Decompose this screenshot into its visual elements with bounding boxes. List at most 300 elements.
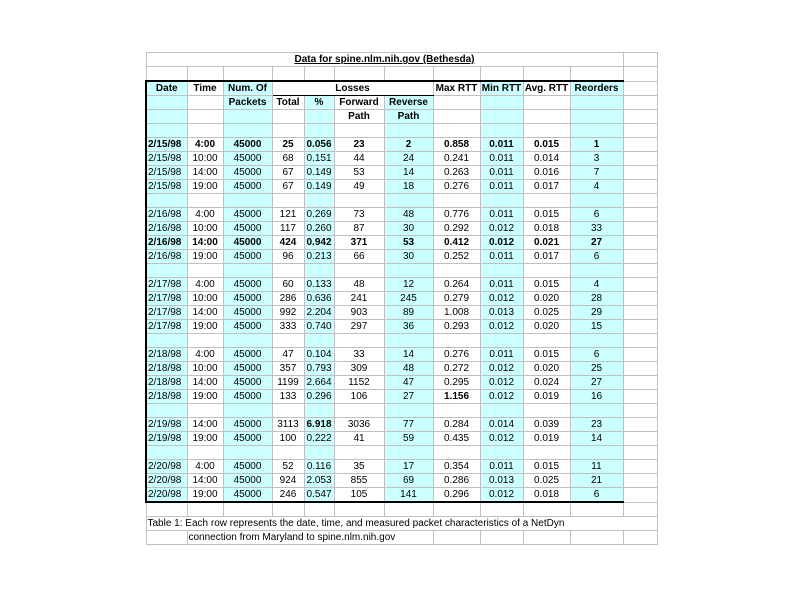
cell-reorders: 4 — [570, 180, 623, 194]
cell-avg: 0.017 — [523, 180, 570, 194]
cell-min: 0.014 — [480, 418, 523, 432]
cell-total: 60 — [272, 278, 304, 292]
cell-packets: 45000 — [223, 166, 272, 180]
table-row — [146, 138, 657, 152]
cell-min: 0.013 — [480, 306, 523, 320]
cell-min: 0.012 — [480, 362, 523, 376]
cell-pct: 0.056 — [304, 138, 334, 152]
cell-reverse: 47 — [384, 376, 433, 390]
table-row — [146, 418, 657, 432]
spacer-row — [146, 446, 657, 460]
cell-total: 3113 — [272, 418, 304, 432]
table-row — [146, 320, 657, 334]
header-row-3 — [146, 110, 657, 124]
header-time: Time — [187, 81, 223, 96]
cell-forward: 106 — [334, 390, 384, 404]
cell-forward: 53 — [334, 166, 384, 180]
header-row-1 — [146, 81, 657, 96]
caption-row — [146, 531, 657, 545]
cell-forward: 73 — [334, 208, 384, 222]
cell-forward: 33 — [334, 348, 384, 362]
cell-packets: 45000 — [223, 138, 272, 152]
cell-pct: 0.740 — [304, 320, 334, 334]
cell-max: 1.156 — [433, 390, 480, 404]
cell-reorders: 1 — [570, 138, 623, 152]
cell-packets: 45000 — [223, 208, 272, 222]
cell-pct: 0.213 — [304, 250, 334, 264]
cell-forward: 41 — [334, 432, 384, 446]
cell-min: 0.012 — [480, 222, 523, 236]
cell-reverse: 59 — [384, 432, 433, 446]
cell-reorders: 11 — [570, 460, 623, 474]
cell-date: 2/16/98 — [146, 208, 187, 222]
table-row — [146, 348, 657, 362]
cell-avg: 0.018 — [523, 488, 570, 503]
cell-reorders: 15 — [570, 320, 623, 334]
cell-reverse: 48 — [384, 362, 433, 376]
cell-forward: 66 — [334, 250, 384, 264]
cell-reverse: 53 — [384, 236, 433, 250]
cell-time: 19:00 — [187, 320, 223, 334]
cell — [623, 320, 657, 334]
cell-avg: 0.015 — [523, 348, 570, 362]
cell-min: 0.012 — [480, 376, 523, 390]
cell-time: 19:00 — [187, 180, 223, 194]
cell-packets: 45000 — [223, 432, 272, 446]
cell-packets: 45000 — [223, 222, 272, 236]
cell-max: 0.286 — [433, 474, 480, 488]
cell-total: 47 — [272, 348, 304, 362]
cell-reverse: 14 — [384, 348, 433, 362]
cell-date: 2/20/98 — [146, 488, 187, 503]
cell-time: 19:00 — [187, 390, 223, 404]
cell-pct: 0.942 — [304, 236, 334, 250]
cell-reverse: 14 — [384, 166, 433, 180]
table-row — [146, 166, 657, 180]
cell-max: 0.241 — [433, 152, 480, 166]
cell-reorders: 6 — [570, 208, 623, 222]
cell-avg: 0.015 — [523, 460, 570, 474]
cell-reverse: 12 — [384, 278, 433, 292]
cell-pct: 2.053 — [304, 474, 334, 488]
cell-avg: 0.017 — [523, 250, 570, 264]
cell-packets: 45000 — [223, 180, 272, 194]
header-reverse: Reverse — [384, 96, 433, 110]
cell-min: 0.011 — [480, 460, 523, 474]
cell-packets: 45000 — [223, 292, 272, 306]
spacer-row — [146, 404, 657, 418]
table-row — [146, 180, 657, 194]
cell-pct: 0.636 — [304, 292, 334, 306]
cell-total: 133 — [272, 390, 304, 404]
cell — [623, 138, 657, 152]
cell-date: 2/15/98 — [146, 138, 187, 152]
table-row — [146, 432, 657, 446]
cell-time: 14:00 — [187, 418, 223, 432]
cell-reverse: 89 — [384, 306, 433, 320]
cell-min: 0.012 — [480, 488, 523, 503]
cell-total: 121 — [272, 208, 304, 222]
cell-min: 0.011 — [480, 152, 523, 166]
cell-min: 0.012 — [480, 432, 523, 446]
cell-forward: 23 — [334, 138, 384, 152]
cell-date: 2/18/98 — [146, 362, 187, 376]
cell — [623, 250, 657, 264]
cell — [623, 53, 657, 67]
cell — [623, 348, 657, 362]
cell-pct: 0.104 — [304, 348, 334, 362]
cell-date: 2/18/98 — [146, 376, 187, 390]
cell-total: 333 — [272, 320, 304, 334]
spacer-row — [146, 124, 657, 138]
cell — [623, 390, 657, 404]
cell-packets: 45000 — [223, 474, 272, 488]
cell-total: 286 — [272, 292, 304, 306]
header-losses: Losses — [272, 81, 433, 96]
header-forward-path: Path — [334, 110, 384, 124]
cell-time: 10:00 — [187, 362, 223, 376]
header-date: Date — [146, 81, 187, 96]
cell-avg: 0.039 — [523, 418, 570, 432]
cell-min: 0.013 — [480, 474, 523, 488]
header-reorders: Reorders — [570, 81, 623, 96]
table-row — [146, 250, 657, 264]
header-max-rtt: Max RTT — [433, 81, 480, 96]
cell-avg: 0.021 — [523, 236, 570, 250]
cell-date: 2/17/98 — [146, 278, 187, 292]
table-row — [146, 306, 657, 320]
cell-packets: 45000 — [223, 278, 272, 292]
cell-packets: 45000 — [223, 376, 272, 390]
cell-date: 2/15/98 — [146, 152, 187, 166]
cell-reorders: 25 — [570, 362, 623, 376]
cell-reverse: 17 — [384, 460, 433, 474]
cell-date: 2/19/98 — [146, 418, 187, 432]
cell-time: 14:00 — [187, 166, 223, 180]
cell-forward: 297 — [334, 320, 384, 334]
cell-min: 0.011 — [480, 348, 523, 362]
cell-min: 0.012 — [480, 236, 523, 250]
table-row — [146, 222, 657, 236]
cell-reverse: 2 — [384, 138, 433, 152]
cell-min: 0.012 — [480, 320, 523, 334]
cell-date: 2/20/98 — [146, 460, 187, 474]
data-table — [145, 52, 658, 545]
cell-reorders: 21 — [570, 474, 623, 488]
cell-reverse: 141 — [384, 488, 433, 503]
cell-max: 0.412 — [433, 236, 480, 250]
cell-max: 0.296 — [433, 488, 480, 503]
cell-forward: 3036 — [334, 418, 384, 432]
cell-total: 1199 — [272, 376, 304, 390]
cell-time: 14:00 — [187, 474, 223, 488]
cell-date: 2/17/98 — [146, 320, 187, 334]
cell-reorders: 14 — [570, 432, 623, 446]
cell-max: 0.776 — [433, 208, 480, 222]
cell-packets: 45000 — [223, 152, 272, 166]
cell-packets: 45000 — [223, 488, 272, 503]
cell — [623, 306, 657, 320]
spreadsheet — [145, 52, 658, 545]
cell-min: 0.011 — [480, 166, 523, 180]
cell-forward: 855 — [334, 474, 384, 488]
cell-min: 0.011 — [480, 138, 523, 152]
cell-forward: 105 — [334, 488, 384, 503]
cell-pct: 0.260 — [304, 222, 334, 236]
cell-time: 14:00 — [187, 236, 223, 250]
cell-forward: 309 — [334, 362, 384, 376]
cell-packets: 45000 — [223, 236, 272, 250]
cell-packets: 45000 — [223, 390, 272, 404]
cell-total: 246 — [272, 488, 304, 503]
cell-total: 68 — [272, 152, 304, 166]
cell-time: 4:00 — [187, 348, 223, 362]
cell-time: 10:00 — [187, 222, 223, 236]
cell-date: 2/16/98 — [146, 250, 187, 264]
cell-reverse: 30 — [384, 222, 433, 236]
cell-reorders: 7 — [570, 166, 623, 180]
cell-date: 2/16/98 — [146, 222, 187, 236]
cell-time: 4:00 — [187, 460, 223, 474]
cell-max: 0.284 — [433, 418, 480, 432]
cell-pct: 0.547 — [304, 488, 334, 503]
table-row — [146, 362, 657, 376]
cell-min: 0.011 — [480, 180, 523, 194]
cell-total: 52 — [272, 460, 304, 474]
cell — [623, 236, 657, 250]
cell-total: 424 — [272, 236, 304, 250]
cell-max: 0.293 — [433, 320, 480, 334]
cell-reorders: 29 — [570, 306, 623, 320]
cell-min: 0.011 — [480, 278, 523, 292]
table-row — [146, 292, 657, 306]
table-row — [146, 278, 657, 292]
cell-forward: 44 — [334, 152, 384, 166]
header-row-2 — [146, 96, 657, 110]
table-row — [146, 208, 657, 222]
table-row — [146, 376, 657, 390]
cell-time: 4:00 — [187, 138, 223, 152]
cell — [623, 460, 657, 474]
cell-date: 2/18/98 — [146, 348, 187, 362]
cell-reorders: 28 — [570, 292, 623, 306]
title-row — [146, 53, 657, 67]
cell-avg: 0.020 — [523, 362, 570, 376]
cell-reorders: 27 — [570, 376, 623, 390]
cell-pct: 0.116 — [304, 460, 334, 474]
header-reverse-path: Path — [384, 110, 433, 124]
cell — [623, 222, 657, 236]
table-row — [146, 460, 657, 474]
spacer-row — [146, 194, 657, 208]
cell-max: 0.276 — [433, 348, 480, 362]
cell-date: 2/17/98 — [146, 292, 187, 306]
cell-packets: 45000 — [223, 460, 272, 474]
cell-max: 0.435 — [433, 432, 480, 446]
cell-reorders: 3 — [570, 152, 623, 166]
table-caption-line-2: connection from Maryland to spine.nlm.nih.gov — [187, 531, 433, 545]
cell-packets: 45000 — [223, 362, 272, 376]
cell-reverse: 18 — [384, 180, 433, 194]
cell-reverse: 36 — [384, 320, 433, 334]
cell-min: 0.012 — [480, 390, 523, 404]
table-row — [146, 236, 657, 250]
cell-avg: 0.024 — [523, 376, 570, 390]
cell-date: 2/15/98 — [146, 180, 187, 194]
table-row — [146, 474, 657, 488]
cell-time: 10:00 — [187, 152, 223, 166]
cell-reverse: 30 — [384, 250, 433, 264]
cell-max: 0.272 — [433, 362, 480, 376]
cell — [623, 362, 657, 376]
cell — [623, 488, 657, 503]
cell-date: 2/20/98 — [146, 474, 187, 488]
cell-forward: 241 — [334, 292, 384, 306]
cell-time: 19:00 — [187, 250, 223, 264]
cell-max: 0.276 — [433, 180, 480, 194]
header-min-rtt: Min RTT — [481, 83, 522, 94]
table-title: Data for spine.nlm.nih.gov (Bethesda) — [146, 53, 623, 67]
cell-total: 67 — [272, 180, 304, 194]
header-pct: % — [304, 96, 334, 110]
cell-avg: 0.015 — [523, 138, 570, 152]
cell-min: 0.012 — [480, 292, 523, 306]
spacer-row — [146, 67, 657, 82]
cell-packets: 45000 — [223, 250, 272, 264]
cell-total: 924 — [272, 474, 304, 488]
table-caption-line-1: Table 1: Each row represents the date, time, and measured packet characteristics of a NetDyn — [146, 517, 657, 531]
cell-pct: 6.918 — [304, 418, 334, 432]
cell-packets: 45000 — [223, 418, 272, 432]
cell-pct: 0.793 — [304, 362, 334, 376]
cell-packets: 45000 — [223, 348, 272, 362]
header-packets: Packets — [223, 96, 272, 110]
cell-pct: 0.149 — [304, 180, 334, 194]
cell-max: 0.263 — [433, 166, 480, 180]
cell-max: 1.008 — [433, 306, 480, 320]
table-row — [146, 152, 657, 166]
cell — [623, 152, 657, 166]
cell-min: 0.011 — [480, 208, 523, 222]
cell-reverse: 77 — [384, 418, 433, 432]
cell-total: 67 — [272, 166, 304, 180]
cell-reorders: 16 — [570, 390, 623, 404]
cell-pct: 0.296 — [304, 390, 334, 404]
cell-reorders: 33 — [570, 222, 623, 236]
cell-max: 0.252 — [433, 250, 480, 264]
cell — [623, 166, 657, 180]
cell-avg: 0.025 — [523, 306, 570, 320]
cell-reorders: 6 — [570, 348, 623, 362]
cell-reverse: 48 — [384, 208, 433, 222]
cell-reverse: 24 — [384, 152, 433, 166]
cell-forward: 87 — [334, 222, 384, 236]
cell-max: 0.279 — [433, 292, 480, 306]
cell-avg: 0.015 — [523, 208, 570, 222]
cell — [623, 208, 657, 222]
cell — [623, 432, 657, 446]
cell-reorders: 6 — [570, 250, 623, 264]
cell-forward: 903 — [334, 306, 384, 320]
cell-packets: 45000 — [223, 306, 272, 320]
cell-pct: 2.204 — [304, 306, 334, 320]
cell-reverse: 245 — [384, 292, 433, 306]
cell-total: 117 — [272, 222, 304, 236]
cell-packets: 45000 — [223, 320, 272, 334]
cell — [623, 376, 657, 390]
cell-pct: 0.269 — [304, 208, 334, 222]
cell-date: 2/18/98 — [146, 390, 187, 404]
cell-avg: 0.015 — [523, 278, 570, 292]
cell-reorders: 23 — [570, 418, 623, 432]
cell-forward: 1152 — [334, 376, 384, 390]
cell — [623, 180, 657, 194]
header-num-of: Num. Of — [223, 81, 272, 96]
cell — [623, 474, 657, 488]
cell-pct: 0.151 — [304, 152, 334, 166]
cell-time: 19:00 — [187, 488, 223, 503]
cell-avg: 0.014 — [523, 152, 570, 166]
cell-reorders: 4 — [570, 278, 623, 292]
cell-forward: 49 — [334, 180, 384, 194]
cell-max: 0.292 — [433, 222, 480, 236]
cell-forward: 48 — [334, 278, 384, 292]
cell-date: 2/15/98 — [146, 166, 187, 180]
cell — [623, 418, 657, 432]
cell-avg: 0.018 — [523, 222, 570, 236]
table-row — [146, 488, 657, 503]
cell-max: 0.295 — [433, 376, 480, 390]
spacer-row — [146, 264, 657, 278]
cell-avg: 0.020 — [523, 292, 570, 306]
cell-total: 96 — [272, 250, 304, 264]
cell-pct: 0.149 — [304, 166, 334, 180]
cell-reverse: 69 — [384, 474, 433, 488]
cell-reorders: 27 — [570, 236, 623, 250]
header-total: Total — [272, 96, 304, 110]
cell-date: 2/16/98 — [146, 236, 187, 250]
caption-row — [146, 517, 657, 531]
cell-time: 4:00 — [187, 208, 223, 222]
cell-avg: 0.020 — [523, 320, 570, 334]
cell-time: 14:00 — [187, 306, 223, 320]
cell-forward: 35 — [334, 460, 384, 474]
cell-max: 0.354 — [433, 460, 480, 474]
spacer-row — [146, 334, 657, 348]
cell-avg: 0.019 — [523, 390, 570, 404]
cell-reorders: 6 — [570, 488, 623, 503]
cell-avg: 0.025 — [523, 474, 570, 488]
header-forward: Forward — [334, 96, 384, 110]
cell — [623, 278, 657, 292]
cell-time: 14:00 — [187, 376, 223, 390]
cell-reverse: 27 — [384, 390, 433, 404]
cell-pct: 2.664 — [304, 376, 334, 390]
table-row — [146, 390, 657, 404]
cell-total: 992 — [272, 306, 304, 320]
cell-avg: 0.016 — [523, 166, 570, 180]
cell-pct: 0.222 — [304, 432, 334, 446]
cell-min: 0.011 — [480, 250, 523, 264]
cell — [623, 292, 657, 306]
cell-date: 2/17/98 — [146, 306, 187, 320]
cell-pct: 0.133 — [304, 278, 334, 292]
header-avg-rtt: Avg. RTT — [524, 83, 569, 94]
spacer-row — [146, 502, 657, 517]
cell-total: 25 — [272, 138, 304, 152]
cell-total: 100 — [272, 432, 304, 446]
cell-avg: 0.019 — [523, 432, 570, 446]
